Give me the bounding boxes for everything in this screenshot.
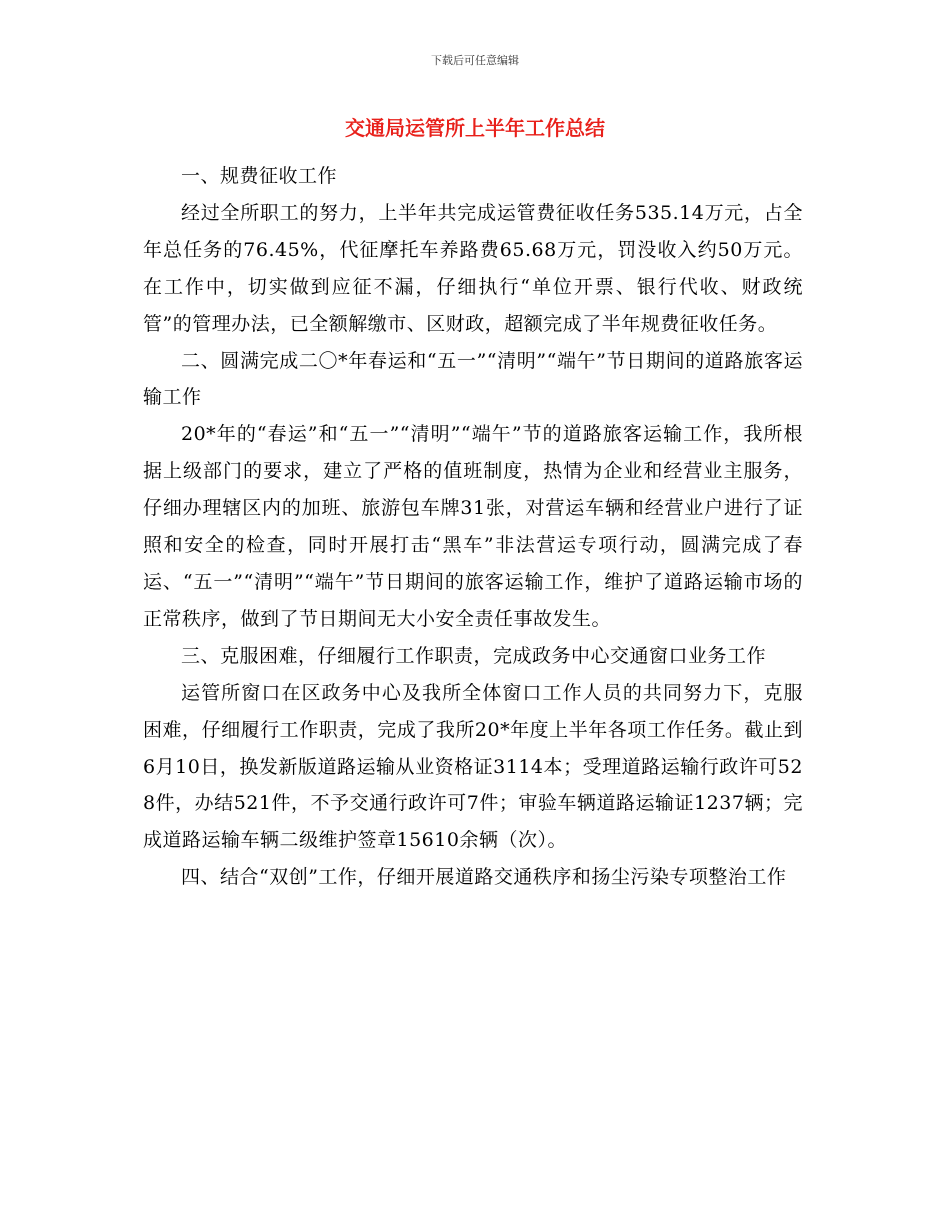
paragraph-holiday-transport: 20*年的“春运”和“五一”“清明”“端午”节的道路旅客运输工作，我所根据上级部门的要求，建立了严格的值班制度，热情为企业和经营业主服务，仔细办理辖区内的加班、旅游包车牌31张，对营运车辆和经营业户进行了证照和安全的检查，同时开展打击“黑车”非法营运专项行动，圆满完成了春运、“五一”“清明”“端午”节日期间的旅客运输工作，维护了道路运输市场的正常秩序，做到了节日期间无大小安全责任事故发生。	[143, 423, 803, 630]
paragraph-service-window: 运管所窗口在区政务中心及我所全体窗口工作人员的共同努力下，克服困难，仔细履行工作职责，完成了我所20*年度上半年各项工作任务。截止到6月10日，换发新版道路运输从业资格证3114本；受理道路运输行政许可528件，办结521件，不予交通行政许可7件；审验车辆道路运输证1237辆；完成道路运输车辆二级维护签章15610余辆（次）。	[143, 681, 803, 852]
section-heading-traffic-dust: 四、结合“双创”工作，仔细开展道路交通秩序和扬尘污染专项整治工作	[181, 866, 787, 889]
header-note: 下载后可任意编辑	[431, 54, 519, 67]
section-heading-holiday-transport: 二、圆满完成二〇*年春运和“五一”“清明”“端午”节日期间的道路旅客运输工作	[143, 349, 803, 409]
document-body	[143, 158, 803, 896]
document-title: 交通局运管所上半年工作总结	[345, 116, 605, 140]
paragraph-fee-collection: 经过全所职工的努力，上半年共完成运管费征收任务535.14万元，占全年总任务的76.45%，代征摩托车养路费65.68万元，罚没收入约50万元。在工作中，切实做到应征不漏，仔细执行“单位开票、银行代收、财政统管”的管理办法，已全额解缴市、区财政，超额完成了半年规费征收任务。	[143, 201, 803, 335]
section-heading-fee-collection: 一、规费征收工作	[181, 165, 338, 187]
section-heading-service-window: 三、克服困难，仔细履行工作职责，完成政务中心交通窗口业务工作	[181, 644, 767, 667]
